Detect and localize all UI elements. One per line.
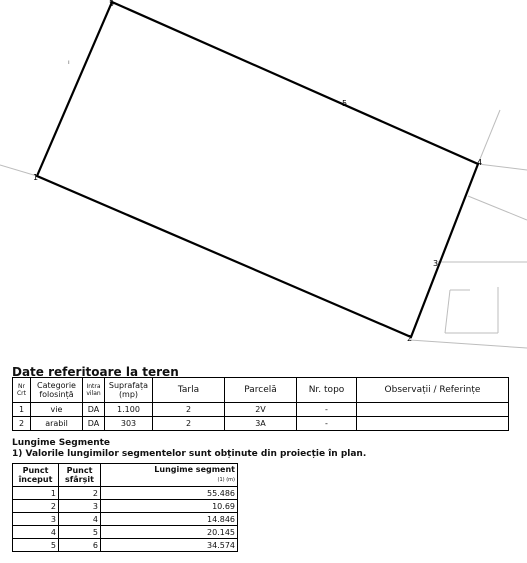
cell-end: 5 <box>59 526 101 539</box>
segments-header-row <box>13 464 238 487</box>
cell-length: 34.574 <box>101 539 238 552</box>
point-label: 2 <box>407 334 413 343</box>
parcel-boundary <box>37 2 478 337</box>
table-row <box>13 487 238 500</box>
cell-end: 2 <box>59 487 101 500</box>
cell-category: vie <box>31 403 83 417</box>
cell-parcela: 2V <box>225 403 297 417</box>
segments-title: Lungime Segmente <box>12 438 111 448</box>
cell-tarla: 2 <box>153 403 225 417</box>
cell-intravilan: DA <box>83 417 105 431</box>
cell-nr: 1 <box>13 403 31 417</box>
map-marker: ı <box>68 59 70 66</box>
table-row <box>13 526 238 539</box>
table-row <box>13 513 238 526</box>
cell-end: 6 <box>59 539 101 552</box>
cell-tarla: 2 <box>153 417 225 431</box>
terrain-header-row <box>13 378 509 403</box>
header-nr: Nr Crt <box>13 378 31 403</box>
cell-end: 3 <box>59 500 101 513</box>
header-end-point: Punct sfârșit <box>59 464 101 487</box>
point-label: 1 <box>33 173 39 182</box>
header-intravilan: Intra vilan <box>83 378 105 403</box>
table-row <box>13 403 509 417</box>
cell-area: 1.100 <box>105 403 153 417</box>
terrain-table <box>12 377 509 431</box>
point-label: 5 <box>342 99 348 108</box>
cell-nr: 2 <box>13 417 31 431</box>
cell-obs <box>357 417 509 431</box>
cell-length: 10.69 <box>101 500 238 513</box>
segments-table <box>12 463 238 552</box>
cell-start: 4 <box>13 526 59 539</box>
cell-parcela: 3A <box>225 417 297 431</box>
cell-start: 1 <box>13 487 59 500</box>
table-row <box>13 539 238 552</box>
header-length-unit: (1) (m) <box>217 477 235 483</box>
cell-obs <box>357 403 509 417</box>
cell-intravilan: DA <box>83 403 105 417</box>
header-length: Lungime segment (1) (m) <box>101 464 238 487</box>
cell-area: 303 <box>105 417 153 431</box>
cell-category: arabil <box>31 417 83 431</box>
cell-topo: - <box>297 417 357 431</box>
point-label: 5 <box>109 0 115 8</box>
point-label: 3 <box>433 259 439 268</box>
table-row <box>13 417 509 431</box>
header-obs: Observații / Referințe <box>357 378 509 403</box>
cell-length: 55.486 <box>101 487 238 500</box>
cell-start: 3 <box>13 513 59 526</box>
cell-start: 5 <box>13 539 59 552</box>
segments-note: 1) Valorile lungimilor segmentelor sunt obținute din proiecție în plan. <box>12 449 367 459</box>
neighbour-lines <box>0 110 527 348</box>
header-area: Suprafața (mp) <box>105 378 153 403</box>
cell-length: 20.145 <box>101 526 238 539</box>
table-row <box>13 500 238 513</box>
header-category: Categorie folosință <box>31 378 83 403</box>
terrain-section-title: Date referitoare la teren <box>12 365 179 379</box>
header-tarla: Tarla <box>153 378 225 403</box>
cell-end: 4 <box>59 513 101 526</box>
header-topo: Nr. topo <box>297 378 357 403</box>
header-parcela: Parcelă <box>225 378 297 403</box>
cell-start: 2 <box>13 500 59 513</box>
cell-topo: - <box>297 403 357 417</box>
cell-length: 14.846 <box>101 513 238 526</box>
header-start-point: Punct început <box>13 464 59 487</box>
point-label: 4 <box>477 158 483 167</box>
